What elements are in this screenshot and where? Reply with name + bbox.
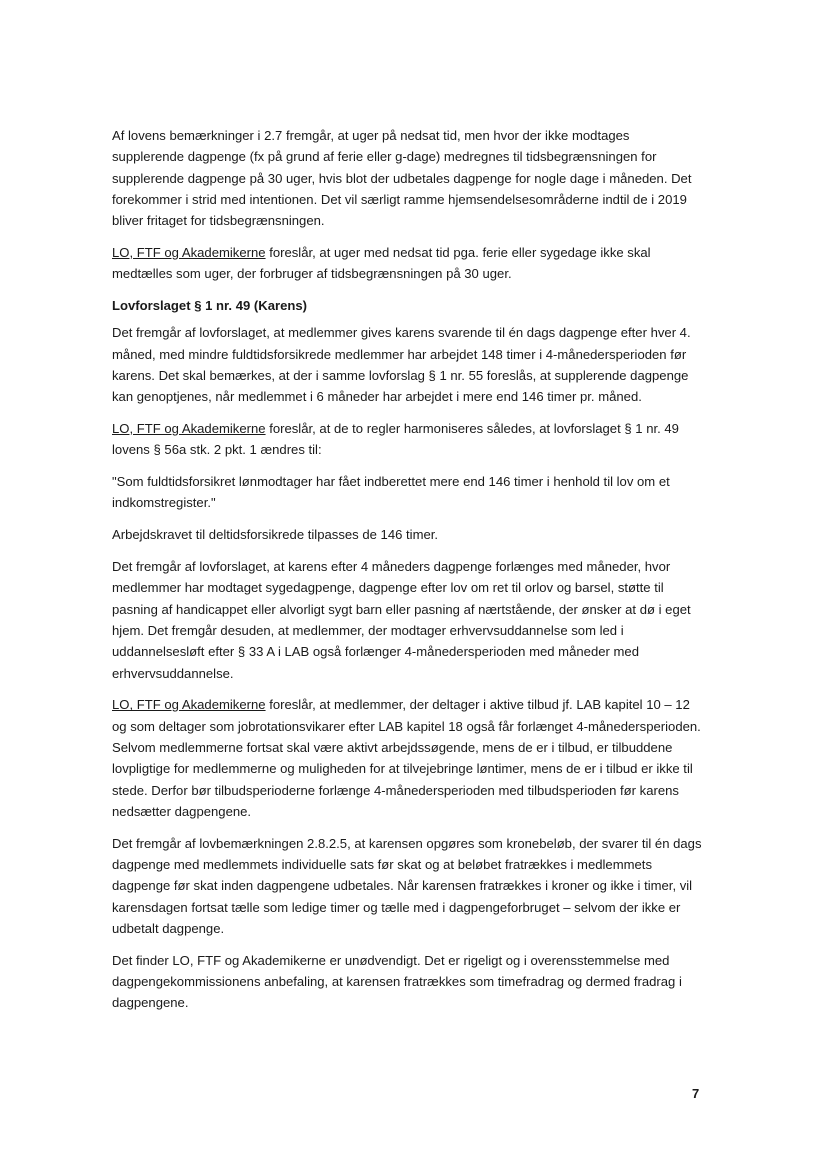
paragraph-conclusion: Det finder LO, FTF og Akademikerne er unødvendigt. Det er rigeligt og i overensstemmelse med dagpengekommissionens anbefaling, at karensen fratrækkes som timefradrag og dermed fradrag i dagpengene.: [112, 952, 682, 1011]
page-number: 7: [692, 1086, 700, 1101]
section-heading: Lovforslaget § 1 nr. 49 (Karens): [112, 298, 308, 314]
paragraph-proposal-ferie: [112, 242, 704, 285]
paragraph-karens: Det fremgår af lovforslaget, at medlemmer gives karens svarende til én dags dagpenge efter hver 4. måned, med mindre fuldtidsforsikrede medlemmer har arbejdet 148 timer i 4-månedersperioden før karens. Det skal bemærkes, at der i samme lovforslag § 1 nr. 55 foreslås, at supplerende dagpenge kan genoptjenes, når medlemmet i 6 måneder har arbejdet i mere end 146 timer pr. måned.: [112, 325, 691, 405]
paragraph-quote: "Som fuldtidsforsikret lønmodtager har fået indberettet mere end 146 timer i henhold til lov om et indkomstregister.": [112, 474, 670, 511]
org-name: LO, FTF og Akademikerne: [112, 421, 266, 437]
paragraph-text: foreslår, at medlemmer, der deltager i aktive tilbud jf. LAB kapitel 10 – 12 og som deltager som jobrotationsvikarer efter LAB kapitel 18 også får forlænget 4-månedersperioden. Selvom medlemmerne fortsat skal være aktivt arbejdssøgende, mens de er i tilbud, er tilbuddene lovpligtige for medlemmerne og muligheden for at tilvejebringe løntimer, mens de er i tilbud er ikke til stede. Derfor bør tilbudsperioderne forlænge 4-månedersperioden med tilbudsperioden før karens nedsætter dagpengene.: [112, 697, 701, 819]
paragraph-text: foreslår, at de to regler harmoniseres således, at lovforslaget § 1 nr. 49 lovens § 56a stk. 2 pkt. 1 ændres til:: [112, 421, 679, 458]
paragraph-forlaengelse: Det fremgår af lovforslaget, at karens efter 4 måneders dagpenge forlænges med måneder, hvor medlemmer har modtaget sygedagpenge, dagpenge efter lov om ret til orlov og barsel, støtte til pasning af handicappet eller alvorligt sygt barn eller pasning af nærtstående, der ønsker at dø i eget hjem. Det fremgår desuden, at medlemmer, der modtager erhvervsuddannelse som led i uddannelsesløft efter § 33 A i LAB også forlænger 4-månedersperioden med måneder med erhvervsuddannelse.: [112, 559, 691, 681]
paragraph-deltid: Arbejdskravet til deltidsforsikrede tilpasses de 146 timer.: [112, 527, 439, 543]
paragraph-tidsbegraensning: Af lovens bemærkninger i 2.7 fremgår, at uger på nedsat tid, men hvor der ikke modtages supplerende dagpenge (fx på grund af ferie eller g-dage) medregnes til tidsbegrænsningen for supplerende dagpenge på 30 uger, hvis blot der udbetales dagpenge for nogle dage i måneden. Det forekommer i strid med intentionen. Det vil særligt ramme hjemsendelsesområderne indtil de i 2019 bliver fritaget for tidsbegrænsningen.: [112, 128, 692, 229]
org-name: LO, FTF og Akademikerne: [112, 697, 266, 713]
org-name: LO, FTF og Akademikerne: [112, 244, 266, 260]
paragraph-proposal-aktive-tilbud: [112, 694, 704, 822]
document-body: [112, 125, 704, 1024]
paragraph-proposal-harmonisering: [112, 418, 704, 461]
paragraph-kronebeloeb: Det fremgår af lovbemærkningen 2.8.2.5, at karensen opgøres som kronebeløb, der svarer til én dags dagpenge med medlemmets individuelle sats før skat og at beløbet fratrækkes i medlemmets dagpenge før skat inden dagpengene udbetales. Når karensen fratrækkes i kroner og ikke i timer, vil karensdagen fortsat tælle som ledige timer og tælle med i dagpengeforbruget – selvom der ikke er udbetalt dagpenge.: [112, 835, 702, 936]
paragraph-text: foreslår, at uger med nedsat tid pga. ferie eller sygedage ikke skal medtælles som uger, der forbruger af tidsbegrænsningen på 30 uger.: [112, 244, 651, 282]
